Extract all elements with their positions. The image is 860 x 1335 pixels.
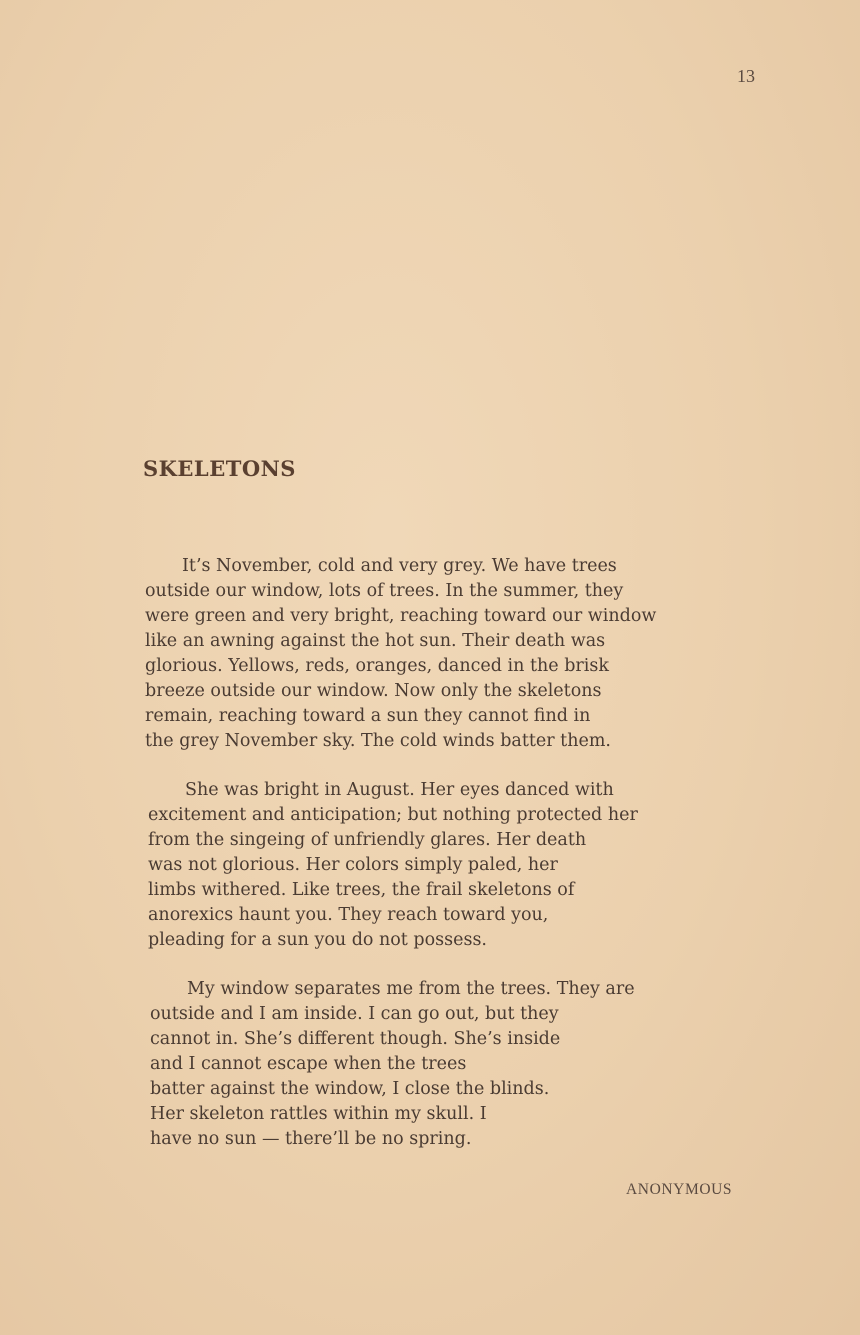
text-line: excitement and anticipation; but nothing protected her (148, 805, 638, 825)
text-line: pleading for a sun you do not possess. (148, 930, 487, 950)
author-signature: ANONYMOUS (626, 1181, 733, 1198)
text-line: and I cannot escape when the trees (150, 1054, 467, 1074)
text-line: like an awning against the hot sun. Their death was (145, 631, 606, 651)
text-line: cannot in. She’s different though. She’s inside (150, 1029, 561, 1049)
text-line: My window separates me from the trees. They are (187, 979, 635, 999)
text-line: batter against the window, I close the blinds. (150, 1079, 550, 1099)
text-line: glorious. Yellows, reds, oranges, danced in the brisk (145, 656, 609, 676)
page-number: 13 (737, 66, 755, 86)
poem-title: SKELETONS (143, 456, 296, 481)
text-line: outside our window, lots of trees. In the summer, they (145, 581, 624, 601)
text-line: limbs withered. Like trees, the frail skeletons of (148, 880, 575, 900)
text-line: were green and very bright, reaching toward our window (145, 606, 657, 626)
paragraph-2 (148, 778, 745, 953)
text-line: anorexics haunt you. They reach toward you, (148, 905, 549, 925)
text-line: from the singeing of unfriendly glares. Her death (148, 830, 587, 850)
text-line: Her skeleton rattles within my skull. I (150, 1104, 487, 1124)
paragraph-3 (150, 977, 745, 1152)
text-line: was not glorious. Her colors simply paled, her (148, 855, 558, 875)
text-line: remain, reaching toward a sun they cannot find in (145, 706, 591, 726)
text-line: breeze outside our window. Now only the skeletons (145, 681, 602, 701)
text-line: have no sun — there’ll be no spring. (150, 1129, 472, 1149)
text-line: outside and I am inside. I can go out, but they (150, 1004, 559, 1024)
text-line: the grey November sky. The cold winds batter them. (145, 731, 611, 751)
paragraph-1 (145, 554, 745, 754)
text-line: She was bright in August. Her eyes danced with (185, 780, 614, 800)
poem-body (145, 554, 745, 1176)
text-line: It’s November, cold and very grey. We have trees (182, 556, 617, 576)
